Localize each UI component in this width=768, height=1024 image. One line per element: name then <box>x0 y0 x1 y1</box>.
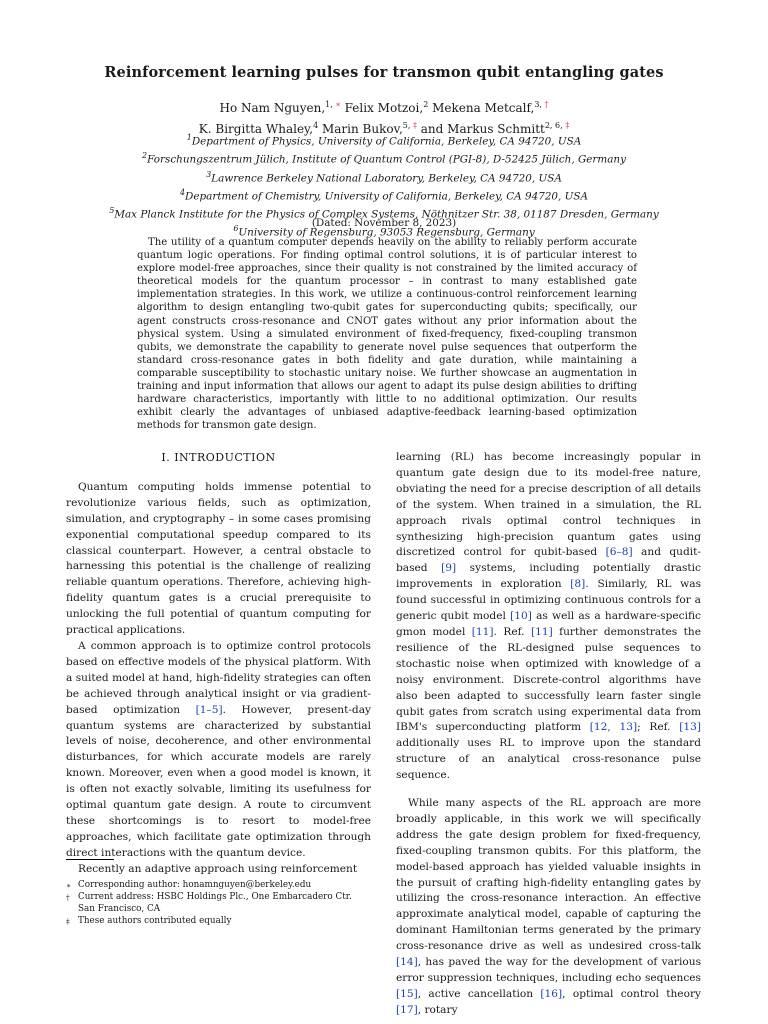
paragraph: Quantum computing holds immense potential to revolutionize various fields, such as optimization, simulation, and cryptography – in some cases promising exponential computational speedup compared to its classical counterpart. However, a central obstacle to harnessing this potential is the challenge of realizing reliable quantum operations. Therefore, achieving high-fidelity quantum gates is a crucial prerequisite to unlocking the full potential of quantum computing for practical applications. <box>66 480 371 637</box>
author-affil-mark: 3, <box>534 100 542 109</box>
paragraph <box>396 796 701 1019</box>
affiliation-text: Lawrence Berkeley National Laboratory, Berkeley, CA 94720, USA <box>211 172 562 184</box>
text-run: , rotary <box>417 1003 458 1016</box>
citation-link[interactable]: [14] <box>396 956 418 969</box>
text-run: systems, including potentially drastic improvements in exploration <box>396 562 701 591</box>
paragraph <box>396 450 701 784</box>
author-name: Ho Nam Nguyen, <box>219 101 326 115</box>
footnote-mark: † <box>66 893 70 903</box>
affiliation-number: 5 <box>109 206 115 216</box>
affiliation-text: University of Regensburg, 93053 Regensburg, Germany <box>238 226 535 239</box>
text-run: as well as a hardware-specific gmon model <box>396 610 701 638</box>
citation-link[interactable]: [13] <box>679 721 701 734</box>
affiliation-number: 6 <box>233 224 239 234</box>
text-run: ; Ref. <box>637 721 680 734</box>
paragraph: Recently an adaptive approach using reinforcement <box>78 862 358 875</box>
citation-link[interactable]: [16] <box>540 987 563 1000</box>
affiliation <box>0 168 768 186</box>
citation-link[interactable]: [11] <box>471 625 494 638</box>
author-name: K. Birgitta Whaley, <box>198 122 314 136</box>
text-run: . Similarly, RL was found successful in optimizing continuous controls for a generic qubit model <box>396 578 702 623</box>
paragraph <box>66 639 371 862</box>
affiliation-number: 2 <box>142 151 148 161</box>
affiliation-number: 3 <box>206 169 212 179</box>
text-run: additionally uses RL to improve upon the standard structure of an analytical cross-resonance pulse sequence. <box>396 737 701 782</box>
author-note-link[interactable]: ‡ <box>410 121 417 130</box>
footnote-text: Corresponding author: honamnguyen@berkeley.edu <box>78 880 312 890</box>
citation-link[interactable]: [1–5] <box>195 703 223 716</box>
footnote-mark: ∗ <box>66 881 72 890</box>
section-heading: I. INTRODUCTION <box>161 451 276 464</box>
citation-link[interactable]: [11] <box>530 625 553 638</box>
affiliation <box>0 149 768 167</box>
text-run: learning (RL) has become increasingly popular in quantum gate design due to its model-free nature, obviating the need for a precise description of all details of the system. When trained in a simulation, the RL approach rivals optimal control techniques in synthesizing high-precision quantum gates using discretized control for qubit-based <box>396 451 701 559</box>
citation-link[interactable]: [17] <box>396 1003 418 1016</box>
footnotes <box>66 880 371 929</box>
citation-link[interactable]: [6–8] <box>605 546 633 559</box>
affiliation-text: Department of Chemistry, University of California, Berkeley, CA 94720, USA <box>185 190 589 203</box>
affiliation-text: Max Planck Institute for the Physics of Complex Systems, Nöthnitzer Str. 38, 01187 Dresden, Germany <box>114 208 659 221</box>
text-run: , has paved the way for the development of various error suppression techniques, including echo sequences <box>396 956 701 984</box>
affiliation <box>0 131 768 149</box>
affiliation-number: 1 <box>186 133 192 142</box>
footnote <box>66 892 371 915</box>
citation-link[interactable]: [9] <box>441 562 457 575</box>
author-line-1 <box>0 96 768 117</box>
dated-line: (Dated: November 8, 2023) <box>311 217 457 229</box>
text-run: further demonstrates the resilience of the RL-designed pulse sequences to stochastic noise when optimized with knowledge of a noisy environment. Discrete-control algorithms have also been adapted to successfully learn faster single qubit gates from scratch using experimental data from IBM's superconducting platform <box>396 625 701 734</box>
author-note-link[interactable]: ∗ <box>332 100 341 109</box>
author-note-link[interactable]: ‡ <box>562 121 570 130</box>
footnote <box>66 880 371 891</box>
footnote-text: These authors contributed equally <box>78 916 232 927</box>
text-run: , optimal control theory <box>562 987 701 1000</box>
text-run: A common approach is to optimize control protocols based on effective models of the physical platform. With a suited model at hand, high-fidelity strategies can often be achieved through analytical insight or via gradient-based optimization <box>66 639 371 716</box>
author-affil-mark: 2, 6, <box>544 121 563 130</box>
abstract <box>137 236 637 432</box>
author-name: Felix Motzoi, <box>344 101 424 115</box>
text-run: and qudit-based <box>396 546 701 575</box>
author-affil-mark: 2 <box>423 100 429 109</box>
citation-link[interactable]: [12, 13] <box>589 721 638 734</box>
text-run: . However, present-day quantum systems are characterized by substantial levels of noise, decoherence, and other environmental disturbances, for which accurate models are rarely known. Moreover, even when a good model is known, it is often not exactly solvable, limiting its usefulness for optimal quantum gate design. A route to circumvent these shortcomings is to resort to model-free approaches, which facilitate gate optimization through direct interactions with the quantum device. <box>66 703 371 859</box>
footnote-mark: ‡ <box>66 917 70 927</box>
author-affil-mark: 5, <box>402 121 411 130</box>
affiliation <box>0 186 768 204</box>
author-name: Mekena Metcalf, <box>432 101 535 115</box>
left-column <box>66 450 371 878</box>
affiliation-number: 4 <box>179 187 186 197</box>
footnote <box>66 916 371 927</box>
citation-link[interactable]: [10] <box>510 610 532 623</box>
affiliation-text: Forschungszentrum Jülich, Institute of Quantum Control (PGI-8), D-52425 Jülich, Germany <box>147 153 626 166</box>
abstract-text: The utility of a quantum computer depends heavily on the ability to reliably perform accurate quantum logic operations. For finding optimal control solutions, it is of particular interest to explore model-free approaches, since their quality is not constrained by the limited accuracy of theoretical models for the quantum processor – in contrast to many established gate implementation strategies. In this work, we utilize a continuous-control reinforcement learning algorithm to design entangling two-qubit gates for superconducting qubits; specifically, our agent constructs cross-resonance and CNOT gates without any prior information about the physical system. Using a simulated environment of fixed-frequency, fixed-coupling transmon qubits, we demonstrate the capability to generate novel pulse sequences that outperform the standard cross-resonance gates in both fidelity and gate duration, while maintaining a comparable susceptibility to stochastic unitary noise. We further showcase an augmentation in training and input information that allows our agent to adapt its pulse design abilities to drifting hardware characteristics, importantly with little to no additional optimization. Our results exhibit clearly the advantages of unbiased adaptive-feedback learning-based optimization methods for transmon gate design. <box>137 237 637 432</box>
citation-link[interactable]: [15] <box>396 987 418 1000</box>
text-run: While many aspects of the RL approach are more broadly applicable, in this work we will specifically address the gate design problem for fixed-frequency, fixed-coupling transmon qubits. For this platform, the model-based approach has yielded valuable insights in the pursuit of crafting high-fidelity entangling gates by utilizing the cross-resonance interaction. An effective approximate analytical model, capable of capturing the dominant Hamiltonian terms generated by the primary cross-resonance drive as well as undesired cross-talk <box>396 797 701 953</box>
footnote-divider <box>66 859 114 860</box>
author-name: Marin Bukov, <box>321 122 403 136</box>
footnote-text: Current address: HSBC Holdings Plc., One Embarcadero Ctr. San Francisco, CA <box>78 892 352 914</box>
author-affil-mark: 4 <box>313 121 319 130</box>
text-run: , active cancellation <box>417 987 541 1000</box>
citation-link[interactable]: [8] <box>570 578 586 591</box>
affiliation-text: Department of Physics, University of California, Berkeley, CA 94720, USA <box>191 135 582 148</box>
paper-title: Reinforcement learning pulses for transmon qubit entangling gates <box>104 64 664 81</box>
author-name: and Markus Schmitt <box>420 122 545 136</box>
text-run: . Ref. <box>493 625 531 638</box>
right-column <box>396 450 701 1019</box>
author-affil-mark: 1, <box>325 100 333 109</box>
author-note-link[interactable]: † <box>541 100 549 109</box>
